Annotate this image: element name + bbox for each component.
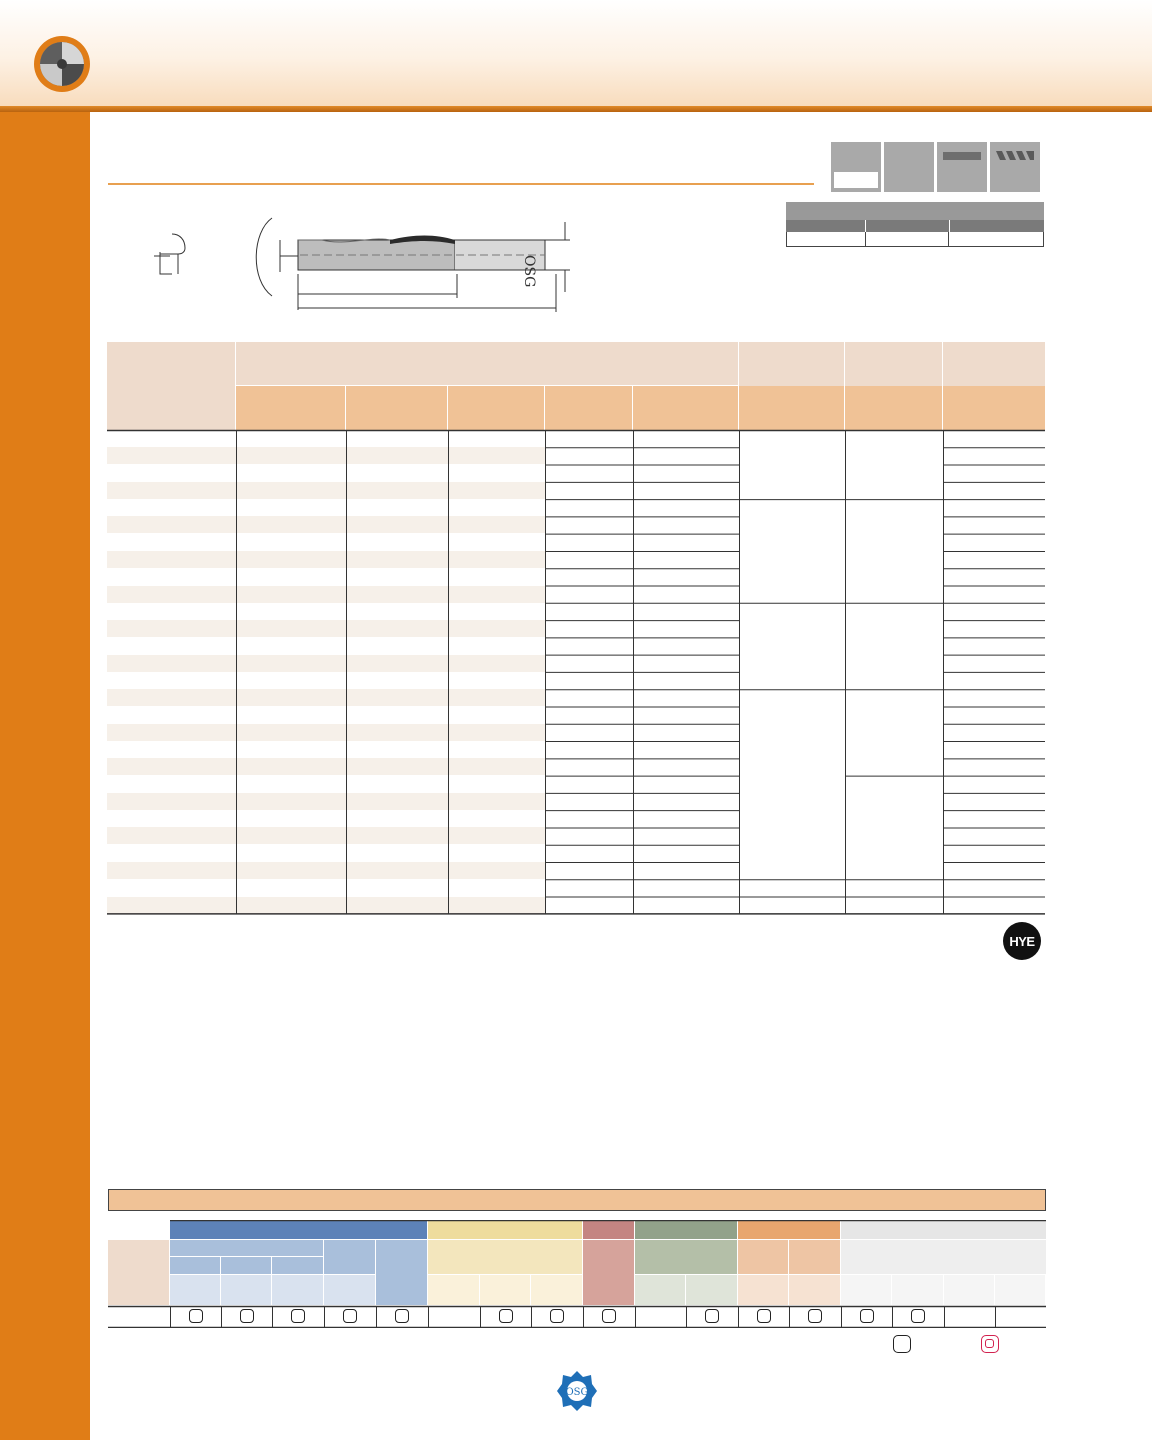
- hye-badge: HYE: [1003, 922, 1041, 960]
- coating-icon: [990, 142, 1040, 192]
- product-size-table: [107, 342, 1045, 916]
- svg-text:OSG: OSG: [565, 1387, 589, 1398]
- title-rule: [108, 183, 814, 185]
- material-table-title: [108, 1189, 1046, 1211]
- side-band: [0, 112, 90, 1440]
- header-rule: [0, 106, 1152, 112]
- osg-logo: [556, 1370, 598, 1412]
- material-gridlines: [108, 1220, 1046, 1328]
- drill-flute-icon: [40, 42, 84, 86]
- table-gridlines: [107, 342, 1045, 916]
- tolerance-table-row: [786, 232, 1044, 247]
- tolerance-table-subheader: [786, 220, 1044, 232]
- tolerance-table-header: [786, 202, 1044, 220]
- suitable-legend-icon: [893, 1335, 911, 1353]
- coolant-icon: [831, 142, 881, 192]
- header-band: [0, 0, 1152, 106]
- drill-type-icon: [884, 142, 934, 192]
- drill-cross-section-logo: [34, 36, 90, 92]
- drill-dimension-drawing: [140, 210, 580, 320]
- recommended-legend-icon: [981, 1335, 999, 1353]
- svg-text:OSG: OSG: [521, 255, 537, 288]
- tolerance-table: [786, 202, 1044, 247]
- material-suitability-table: [108, 1220, 1046, 1328]
- shank-icon: [937, 142, 987, 192]
